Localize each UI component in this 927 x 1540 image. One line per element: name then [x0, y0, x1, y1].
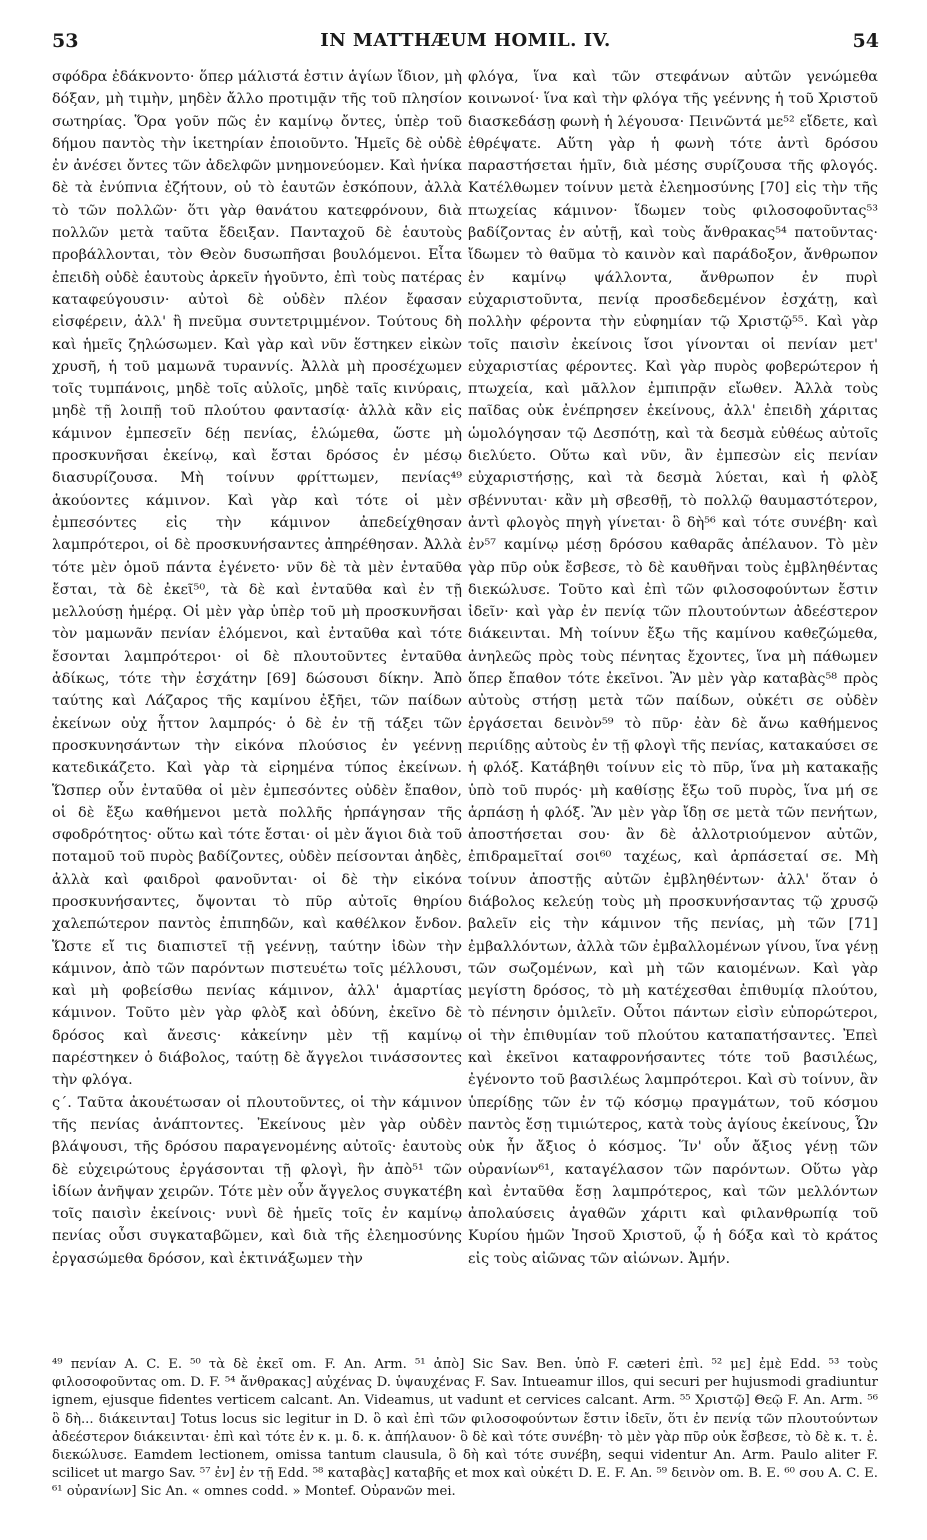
footnotes [52, 1356, 878, 1502]
page-number-right: 54 [852, 30, 879, 52]
left-column-paragraph-1: σφόδρα ἐδάκνοντο· ὅπερ μάλιστά ἐστιν ἁγίων ἴδιον, μὴ δόξαν, μὴ τιμὴν, μηδὲν ἄλλο προτιμᾷν τῆς τοῦ πλησίον σωτηρίας. Ὅρα γοῦν πῶς ἐν καμίνῳ ὄντες, ὑπὲρ τοῦ δήμου παντὸς τὴν ἱκετηρίαν ἐποιοῦντο. Ἡμεῖς δὲ οὐδὲ ἐν ἀνέσει ὄντες τῶν ἀδελφῶν μνημονεύομεν. Καὶ ἡνίκα δὲ τὰ ἐνύπνια ἐζήτουν, οὐ τὸ ἑαυτῶν ἐσκόπουν, ἀλλὰ τὸ τῶν πολλῶν· ὅτι γὰρ θανάτου κατεφρόνουν, διὰ πολλῶν μετὰ ταῦτα ἔδειξαν. Πανταχοῦ δὲ ἑαυτοὺς προβάλλονται, τὸν Θεὸν δυσωπῆσαι βουλόμενοι. Εἶτα ἐπειδὴ οὐδὲ ἑαυτοὺς ἀρκεῖν ἡγοῦντο, ἐπὶ τοὺς πατέρας καταφεύγουσιν· αὐτοὶ δὲ οὐδὲν πλέον ἔφασαν εἰσφέρειν, ἀλλ' ἢ πνεῦμα συντετριμμένον. Τούτους δὴ καὶ ἡμεῖς ζηλώσωμεν. Καὶ γὰρ καὶ νῦν ἕστηκεν εἰκὼν χρυσῆ, ἡ τοῦ μαμωνᾶ τυραννίς. Ἀλλὰ μὴ προσέχωμεν τοῖς τυμπάνοις, μηδὲ τοῖς αὐλοῖς, μηδὲ ταῖς κινύραις, μηδὲ τῇ λοιπῇ τοῦ πλούτου φαντασίᾳ· ἀλλὰ κἂν εἰς κάμινον ἐμπεσεῖν δέῃ πενίας, ἑλώμεθα, ὥστε μὴ προσκυνῆσαι ἐκείνῳ, καὶ ἔσται δρόσος ἐν μέσῳ διασυρίζουσα. Μὴ τοίνυν φρίττωμεν, πενίας⁴⁹ ἀκούοντες κάμινον. Καὶ γὰρ καὶ τότε οἱ μὲν ἐμπεσόντες εἰς τὴν κάμινον ἀπεδείχθησαν λαμπρότεροι, οἱ δὲ προσκυνήσαντες ἀπηρέθησαν. Ἀλλὰ τότε μὲν ὁμοῦ πάντα ἐγένετο· νῦν δὲ τὰ μὲν ἐνταῦθα ἔσται, τὰ δὲ ἐκεῖ⁵⁰, τὰ δὲ καὶ ἐνταῦθα καὶ ἐν τῇ μελλούσῃ ἡμέρᾳ. Οἱ μὲν γὰρ ὑπὲρ τοῦ μὴ προσκυνῆσαι τὸν μαμωνᾶν πενίαν ἑλόμενοι, καὶ ἐνταῦθα καὶ τότε ἔσονται λαμπρότεροι· οἱ δὲ πλουτοῦντες ἐνταῦθα ἀδίκως, τότε τὴν ἐσχάτην [69] δώσουσι δίκην. Ἀπὸ ταύτης καὶ Λάζαρος τῆς καμίνου ἐξῆει, τῶν παίδων ἐκείνων οὐχ ἧττον λαμπρός· ὁ δὲ ἐν τῇ τάξει τῶν προσκυνησάντων τὴν εἰκόνα πλούσιος ἐν γεέννῃ κατεδικάζετο. Καὶ γὰρ τὰ εἰρημένα τύπος ἐκείνων. Ὥσπερ οὖν ἐνταῦθα οἱ μὲν ἐμπεσόντες οὐδὲν ἔπαθον, οἱ δὲ ἔξω καθήμενοι μετὰ πολλῆς ἡρπάγησαν τῆς σφοδρότητος· οὕτω καὶ τότε ἔσται· οἱ μὲν ἅγιοι διὰ τοῦ ποταμοῦ τοῦ πυρὸς βαδίζοντες, οὐδὲν πείσονται ἀηδὲς, ἀλλὰ καὶ φαιδροὶ φανοῦνται· οἱ δὲ τὴν εἰκόνα προσκυνήσαντες, ὄψονται τὸ πῦρ αὐτοῖς θηρίου χαλεπώτερον παντὸς ἐπιπηδῶν, καὶ καθέλκον ἔνδον. Ὥστε εἴ τις διαπιστεῖ τῇ γεέννῃ, ταύτην ἰδὼν τὴν κάμινον, ἀπὸ τῶν παρόντων πιστευέτω τοῖς μέλλουσι, καὶ μὴ φοβείσθω πενίας κάμινον, ἀλλ' ἁμαρτίας κάμινον. Τοῦτο μὲν γὰρ φλὸξ καὶ ὀδύνη, ἐκεῖνο δὲ δρόσος καὶ ἄνεσις· κἀκείνην μὲν τῇ καμίνῳ παρέστηκεν ὁ διάβολος, ταύτῃ δὲ ἄγγελοι τινάσσοντες τὴν φλόγα. [52, 69, 462, 1089]
left-column-paragraph-2: ς΄. Ταῦτα ἀκουέτωσαν οἱ πλουτοῦντες, οἱ τὴν κάμινον τῆς πενίας ἀνάπτοντες. Ἐκείνους μὲν γὰρ οὐδὲν βλάψουσι, τῆς δρόσου παραγενομένης αὐτοῖς· ἑαυτοὺς δὲ εὐχειρώτους ἐργάσονται τῇ φλογὶ, ἣν ἀπὸ⁵¹ τῶν ἰδίων ἀνῆψαν χειρῶν. Τότε μὲν οὖν ἄγγελος συγκατέβη τοῖς παισὶν ἐκείνοις· νυνὶ δὲ ἡμεῖς τοῖς ἐν καμίνῳ πενίας οὖσι συγκαταβῶμεν, καὶ διὰ τῆς ἐλεημοσύνης ἐργασώμεθα δρόσον, καὶ ἐκτινάξωμεν τὴν [52, 1094, 462, 1267]
left-column [52, 66, 462, 1270]
running-head [52, 30, 879, 56]
footnotes-text: ⁴⁹ πενίαν A. C. E. ⁵⁰ τὰ δὲ ἐκεῖ om. F. An. Arm. ⁵¹ ἀπὸ] Sic Sav. Ben. ὑπὸ F. cæteri ἐπὶ. ⁵² με] ἐμὲ Edd. ⁵³ τοὺς φιλοσοφοῦντας om. D. F. ⁵⁴ ἄνθρακας] αὐχένας D. ὑψαυχένας F. Sav. Intueamur illos, qui securi per hujusmodi gradiuntur ignem, ejusque fidentes verticem calcant. An. Videamus, ut vadunt et cervices calcant. Arm. ⁵⁵ Χριστῷ] Θεῷ F. An. Arm. ⁵⁶ ὃ δὴ... διάκεινται] Totus locus sic legitur in D. ὃ καὶ ἐπὶ τῶν φιλοσοφούντων ἔστιν ἰδεῖν, ὅτι ἐν πενίᾳ τῶν πλουτούντων ἀδεέστερον διάκεινται· ἐπὶ καὶ τότε ἐν κ. μ. δ. κ. ἀπήλαυον· ὃ δὲ καὶ τότε συνέβη· τὸ μὲν γὰρ πῦρ οὐκ ἔσβεσε, τὸ δὲ κ. τ. ἐ. διεκώλυσε. Eamdem lectionem, omissa tantum clausula, ὃ δὴ καὶ τότε συνέβη, sequi videntur An. Arm. Paulo aliter F. scilicet ut margo Sav. ⁵⁷ ἐν] ἐν τῇ Edd. ⁵⁸ καταβὰς] καταβῆς et mox καὶ οὐκέτι D. E. F. An. ⁵⁹ δεινὸν om. B. E. ⁶⁰ σου A. C. E. ⁶¹ οὐρανίων] Sic An. « omnes codd. » Montef. Οὐρανῶν mei. [52, 1357, 878, 1500]
page-number-left: 53 [52, 30, 79, 52]
running-title: IN MATTHÆUM HOMIL. IV. [320, 30, 611, 51]
right-column [468, 66, 878, 1270]
right-column-paragraph-1: φλόγα, ἵνα καὶ τῶν στεφάνων αὐτῶν γενώμεθα κοινωνοί· ἵνα καὶ τὴν φλόγα τῆς γεέννης ἡ τοῦ Χριστοῦ διασκεδάσῃ φωνὴ ἡ λέγουσα· Πεινῶντά με⁵² εἴδετε, καὶ ἐθρέψατε. Αὕτη γὰρ ἡ φωνὴ τότε ἀντὶ δρόσου παραστήσεται ἡμῖν, διὰ μέσης συρίζουσα τῆς φλογός. Κατέλθωμεν τοίνυν μετὰ ἐλεημοσύνης [70] εἰς τὴν τῆς πτωχείας κάμινον· ἴδωμεν τοὺς φιλοσοφοῦντας⁵³ βαδίζοντας ἐν αὐτῇ, καὶ τοὺς ἄνθρακας⁵⁴ πατοῦντας· ἴδωμεν τὸ θαῦμα τὸ καινὸν καὶ παράδοξον, ἄνθρωπον ἐν καμίνῳ ψάλλοντα, ἄνθρωπον ἐν πυρὶ εὐχαριστοῦντα, πενίᾳ προσδεδεμένον ἐσχάτῃ, καὶ πολλὴν φέροντα τὴν εὐφημίαν τῷ Χριστῷ⁵⁵. Καὶ γὰρ τοῖς παισὶν ἐκείνοις ἴσοι γίνονται οἱ πενίαν μετ' εὐχαριστίας φέροντες. Καὶ γὰρ πυρὸς φοβερώτερον ἡ πτωχεία, καὶ μᾶλλον ἐμπιπρᾷν εἴωθεν. Ἀλλὰ τοὺς παῖδας οὐκ ἐνέπρησεν ἐκείνους, ἀλλ' ἐπειδὴ χάριτας ὡμολόγησαν τῷ Δεσπότῃ, καὶ τὰ δεσμὰ εὐθέως αὐτοῖς διελύετο. Οὕτω καὶ νῦν, ἂν ἐμπεσὼν εἰς πενίαν εὐχαριστήσῃς, καὶ τὰ δεσμὰ λύεται, καὶ ἡ φλὸξ σβέννυται· κἂν μὴ σβεσθῇ, τὸ πολλῷ θαυμαστότερον, ἀντὶ φλογὸς πηγὴ γίνεται· ὃ δὴ⁵⁶ καὶ τότε συνέβη· καὶ ἐν⁵⁷ καμίνῳ μέσῃ δρόσου καθαρᾶς ἀπέλαυον. Τὸ μὲν γὰρ πῦρ οὐκ ἔσβεσε, τὸ δὲ καυθῆναι τοὺς ἐμβληθέντας διεκώλυσε. Τοῦτο καὶ ἐπὶ τῶν φιλοσοφούντων ἔστιν ἰδεῖν· καὶ γὰρ ἐν πενίᾳ τῶν πλουτούντων ἀδεέστερον διάκεινται. Μὴ τοίνυν ἔξω τῆς καμίνου καθεζώμεθα, ἀνηλεῶς πρὸς τοὺς πένητας ἔχοντες, ἵνα μὴ πάθωμεν ὅπερ ἔπαθον τότε ἐκεῖνοι. Ἂν μὲν γὰρ καταβὰς⁵⁸ πρὸς αὐτοὺς στήσῃ μετὰ τῶν παίδων, οὐκέτι σε οὐδὲν ἐργάσεται δεινὸν⁵⁹ τὸ πῦρ· ἐὰν δὲ ἄνω καθήμενος περιίδῃς αὐτοὺς ἐν τῇ φλογὶ τῆς πενίας, κατακαύσει σε ἡ φλόξ. Κατάβηθι τοίνυν εἰς τὸ πῦρ, ἵνα μὴ κατακαῇς ὑπὸ τοῦ πυρός· μὴ καθίσῃς ἔξω τοῦ πυρὸς, ἵνα μή σε ἁρπάσῃ ἡ φλόξ. Ἂν μὲν γὰρ ἴδῃ σε μετὰ τῶν πενήτων, ἀποστήσεται σου· ἂν δὲ ἀλλοτριούμενον αὐτῶν, ἐπιδραμεῖταί σοι⁶⁰ ταχέως, καὶ ἁρπάσεταί σε. Μὴ τοίνυν ἀποστῇς αὐτῶν ἐμβληθέντων· ἀλλ' ὅταν ὁ διάβολος κελεύῃ τοὺς μὴ προσκυνήσαντας τῷ χρυσῷ βαλεῖν εἰς τὴν κάμινον τῆς πενίας, μὴ τῶν [71] ἐμβαλλόντων, ἀλλὰ τῶν ἐμβαλλομένων γίνου, ἵνα γένῃ τῶν σωζομένων, καὶ μὴ τῶν καιομένων. Καὶ γὰρ μεγίστη δρόσος, τὸ μὴ κατέχεσθαι ἐπιθυμίᾳ πλούτου, τὸ πένησιν ὁμιλεῖν. Οὗτοι πάντων εἰσὶν εὐπορώτεροι, οἱ τὴν ἐπιθυμίαν τοῦ πλούτου καταπατήσαντες. Ἐπεὶ καὶ ἐκεῖνοι καταφρονήσαντες τότε τοῦ βασιλέως, ἐγένοντο τοῦ βασιλέως λαμπρότεροι. Καὶ σὺ τοίνυν, ἂν ὑπερίδῃς τῶν ἐν τῷ κόσμῳ πραγμάτων, τοῦ κόσμου παντὸς ἔσῃ τιμιώτερος, κατὰ τοὺς ἁγίους ἐκείνους, Ὧν οὐκ ἦν ἄξιος ὁ κόσμος. Ἵν' οὖν ἄξιος γένῃ τῶν οὐρανίων⁶¹, καταγέλασον τῶν παρόντων. Οὕτω γὰρ καὶ ἐνταῦθα ἔσῃ λαμπρότερος, καὶ τῶν μελλόντων ἀπολαύσεις ἀγαθῶν χάριτι καὶ φιλανθρωπίᾳ τοῦ Κυρίου ἡμῶν Ἰησοῦ Χριστοῦ, ᾧ ἡ δόξα καὶ τὸ κράτος εἰς τοὺς αἰῶνας τῶν αἰώνων. Ἀμήν. [468, 69, 878, 1267]
